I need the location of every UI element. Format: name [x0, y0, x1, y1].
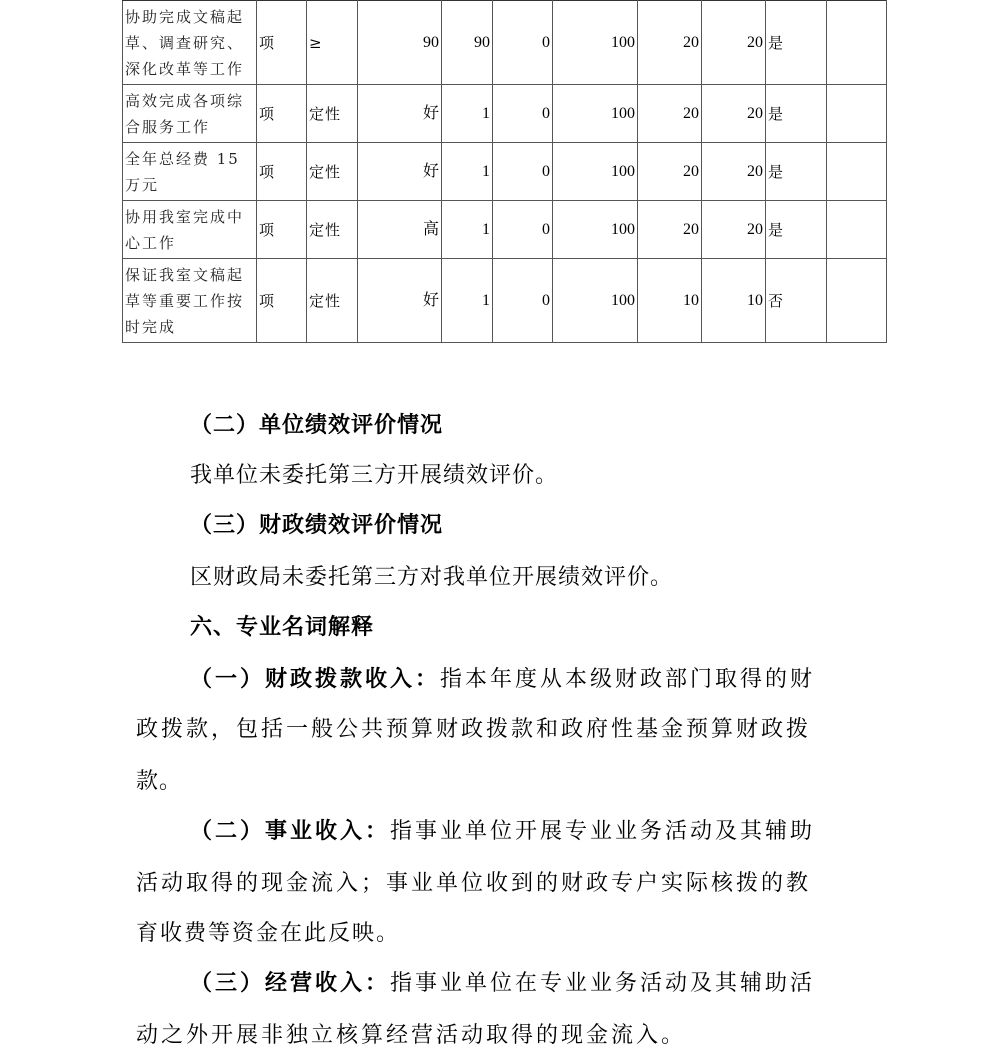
term3-line2: 动之外开展非独立核算经营活动取得的现金流入。 [136, 1023, 687, 1048]
completion-cell: 100 [553, 259, 638, 343]
term2-line1 [190, 814, 815, 845]
target-cell: 高 [358, 201, 442, 259]
indicator-name-line: 保证我室文稿起 [125, 265, 245, 284]
actual-cell: 1 [442, 259, 493, 343]
type-cell: 定性 [307, 143, 358, 201]
term3-text: 指事业单位在专业业务活动及其辅助活 [390, 971, 816, 996]
indicator-name-line: 合服务工作 [125, 117, 211, 136]
fin-eval-heading: （三）财政绩效评价情况 [190, 512, 444, 538]
unit-cell: 项 [257, 143, 307, 201]
unit-cell: 项 [257, 85, 307, 143]
deviation-cell: 0 [493, 85, 553, 143]
deviation-cell: 0 [493, 143, 553, 201]
indicator-name-line: 全年总经费 15 [125, 149, 240, 168]
achieved-cell: 否 [766, 259, 827, 343]
type-cell: ≥ [307, 1, 358, 85]
completion-cell: 100 [553, 143, 638, 201]
unit-cell: 项 [257, 201, 307, 259]
table-row [123, 259, 887, 343]
term2-line3: 育收费等资金在此反映。 [136, 921, 401, 946]
terms-heading: 六、专业名词解释 [190, 615, 375, 640]
table-row [123, 85, 887, 143]
term1-text: 指本年度从本级财政部门取得的财 [440, 667, 816, 692]
unit-eval-heading: （二）单位绩效评价情况 [190, 412, 444, 438]
type-cell: 定性 [307, 201, 358, 259]
weight-cell: 10 [638, 259, 702, 343]
achieved-cell: 是 [766, 143, 827, 201]
indicator-name-line: 草、调查研究、 [125, 33, 245, 52]
note-cell [827, 1, 887, 85]
actual-cell: 90 [442, 1, 493, 85]
indicator-name-cell [123, 85, 257, 143]
term3-label: （三）经营收入： [190, 970, 391, 996]
indicator-name-line: 草等重要工作按 [125, 291, 245, 310]
note-cell [827, 85, 887, 143]
score-cell: 20 [702, 201, 766, 259]
indicator-name-line: 高效完成各项综 [125, 91, 245, 110]
indicator-name-line: 万元 [125, 175, 160, 194]
score-cell: 20 [702, 85, 766, 143]
term3-line1 [190, 966, 815, 997]
indicator-name-cell [123, 143, 257, 201]
indicator-name-cell [123, 259, 257, 343]
completion-cell: 100 [553, 201, 638, 259]
note-cell [827, 259, 887, 343]
target-cell: 好 [358, 85, 442, 143]
term1-line2: 政拨款，包括一般公共预算财政拨款和政府性基金预算财政拨 [136, 717, 812, 742]
score-cell: 20 [702, 143, 766, 201]
term2-line2: 活动取得的现金流入；事业单位收到的财政专户实际核拨的教 [136, 871, 812, 896]
weight-cell: 20 [638, 85, 702, 143]
term2-text: 指事业单位开展专业业务活动及其辅助 [390, 819, 816, 844]
fin-eval-text: 区财政局未委托第三方对我单位开展绩效评价。 [190, 565, 674, 590]
note-cell [827, 201, 887, 259]
indicator-name-line: 协用我室完成中 [125, 207, 245, 226]
achieved-cell: 是 [766, 85, 827, 143]
achieved-cell: 是 [766, 201, 827, 259]
indicator-name-line: 协助完成文稿起 [125, 7, 245, 26]
target-cell: 90 [358, 1, 442, 85]
table-row [123, 201, 887, 259]
indicator-name-cell [123, 1, 257, 85]
type-cell: 定性 [307, 85, 358, 143]
actual-cell: 1 [442, 143, 493, 201]
note-cell [827, 143, 887, 201]
completion-cell: 100 [553, 85, 638, 143]
target-cell: 好 [358, 259, 442, 343]
term1-line3: 款。 [136, 769, 183, 794]
deviation-cell: 0 [493, 259, 553, 343]
indicator-name-line: 心工作 [125, 233, 177, 252]
performance-indicator-table [122, 0, 887, 343]
weight-cell: 20 [638, 1, 702, 85]
completion-cell: 100 [553, 1, 638, 85]
term1-line1 [190, 662, 815, 693]
score-cell: 10 [702, 259, 766, 343]
score-cell: 20 [702, 1, 766, 85]
deviation-cell: 0 [493, 1, 553, 85]
indicator-name-line: 深化改革等工作 [125, 59, 245, 78]
table-row [123, 143, 887, 201]
type-cell: 定性 [307, 259, 358, 343]
unit-eval-text: 我单位未委托第三方开展绩效评价。 [190, 463, 559, 488]
table-row [123, 1, 887, 85]
actual-cell: 1 [442, 85, 493, 143]
target-cell: 好 [358, 143, 442, 201]
weight-cell: 20 [638, 201, 702, 259]
unit-cell: 项 [257, 259, 307, 343]
term2-label: （二）事业收入： [190, 818, 391, 844]
actual-cell: 1 [442, 201, 493, 259]
indicator-name-cell [123, 201, 257, 259]
deviation-cell: 0 [493, 201, 553, 259]
unit-cell: 项 [257, 1, 307, 85]
achieved-cell: 是 [766, 1, 827, 85]
term1-label: （一）财政拨款收入： [190, 666, 441, 692]
indicator-name-line: 时完成 [125, 317, 177, 336]
weight-cell: 20 [638, 143, 702, 201]
